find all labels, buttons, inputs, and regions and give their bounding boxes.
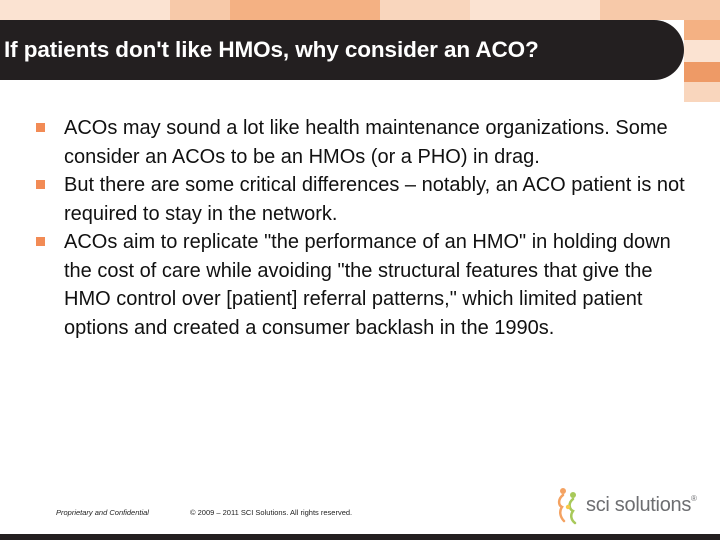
bottom-rule <box>0 534 720 540</box>
footer-copyright: © 2009 – 2011 SCI Solutions. All rights reserved. <box>190 508 353 517</box>
bullet-text: ACOs may sound a lot like health maintenance organizations. Some consider an ACOs to be an HMOs (or a PHO) in drag. <box>64 117 668 168</box>
title-bar <box>0 20 684 80</box>
square-bullet-icon <box>36 123 45 132</box>
slide-title: If patients don't like HMOs, why consider an ACO? <box>4 37 539 62</box>
people-figures-icon <box>556 485 582 525</box>
top-decorative-strip <box>0 0 720 20</box>
bullet-item <box>30 171 700 228</box>
sci-solutions-logo <box>556 482 706 528</box>
bullet-item <box>30 114 700 171</box>
square-bullet-icon <box>36 180 45 189</box>
square-bullet-icon <box>36 237 45 246</box>
logo-wordmark: sci solutions® <box>586 493 697 516</box>
right-decorative-strip <box>684 20 720 102</box>
footer-confidential: Proprietary and Confidential <box>56 508 149 517</box>
bullet-item <box>30 228 700 342</box>
bullet-text: ACOs aim to replicate "the performance of an HMO" in holding down the cost of care while avoiding "the structural features that give the HMO control over [patient] referral patterns," which limited patient options and created a consumer backlash in the 1990s. <box>64 231 671 339</box>
bullet-text: But there are some critical differences – notably, an ACO patient is not required to stay in the network. <box>64 174 685 225</box>
bullet-list <box>30 114 700 342</box>
